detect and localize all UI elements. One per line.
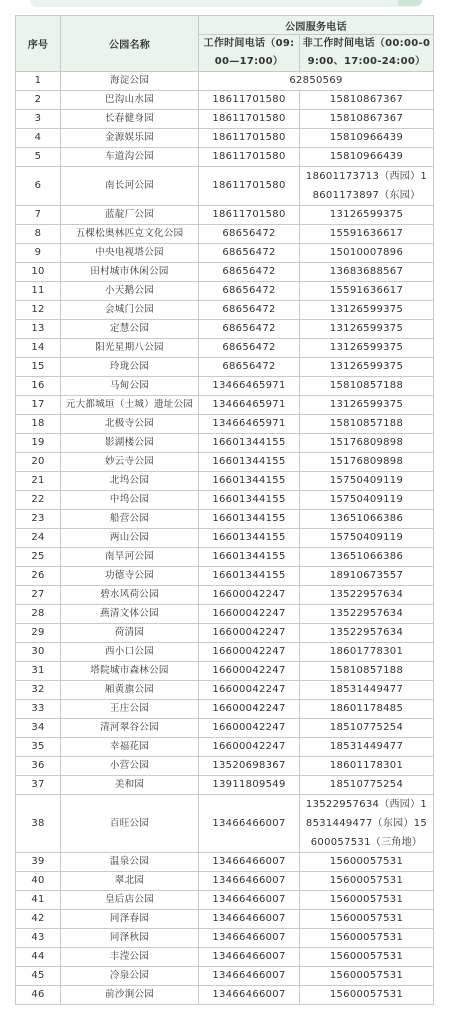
table-row — [16, 795, 434, 853]
table-row — [16, 986, 434, 1005]
cell-service-phone: 62850569 — [199, 72, 434, 91]
cell-work-phone: 13466466007 — [199, 853, 300, 872]
cell-work-phone: 68656472 — [199, 339, 300, 358]
cell-work-phone: 13466465971 — [199, 396, 300, 415]
cell-no: 43 — [16, 929, 61, 948]
table-row — [16, 129, 434, 148]
cell-no: 26 — [16, 567, 61, 586]
cell-park-name: 功德寺公园 — [61, 567, 199, 586]
cell-no: 7 — [16, 206, 61, 225]
cell-work-phone: 16601344155 — [199, 548, 300, 567]
cell-park-name: 车道沟公园 — [61, 148, 199, 167]
cell-off-phone: 13126599375 — [300, 206, 434, 225]
cell-no: 18 — [16, 415, 61, 434]
top-decoration-bar — [30, 0, 422, 7]
cell-park-name: 南长河公园 — [61, 167, 199, 206]
cell-off-phone: 18601173713（西园）18601173897（东园） — [300, 167, 434, 206]
cell-no: 2 — [16, 91, 61, 110]
cell-work-phone: 16600042247 — [199, 662, 300, 681]
cell-park-name: 前沙涧公园 — [61, 986, 199, 1005]
cell-work-phone: 13466466007 — [199, 910, 300, 929]
cell-park-name: 小营公园 — [61, 757, 199, 776]
cell-no: 1 — [16, 72, 61, 91]
cell-work-phone: 16600042247 — [199, 624, 300, 643]
table-body — [16, 72, 434, 1005]
cell-work-phone: 16601344155 — [199, 510, 300, 529]
cell-off-phone: 15600057531 — [300, 853, 434, 872]
cell-park-name: 王庄公园 — [61, 700, 199, 719]
cell-park-name: 塔院城市森林公园 — [61, 662, 199, 681]
table-row — [16, 282, 434, 301]
cell-work-phone: 13466466007 — [199, 929, 300, 948]
cell-off-phone: 15810867367 — [300, 91, 434, 110]
cell-off-phone: 13126599375 — [300, 358, 434, 377]
cell-no: 14 — [16, 339, 61, 358]
cell-work-phone: 68656472 — [199, 358, 300, 377]
cell-park-name: 蓝靛厂公园 — [61, 206, 199, 225]
table-row — [16, 929, 434, 948]
cell-work-phone: 16600042247 — [199, 586, 300, 605]
header-work-hours-phone: 工作时间电话（09:00—17:00） — [199, 35, 300, 72]
table-row — [16, 110, 434, 129]
cell-park-name: 幸福花园 — [61, 738, 199, 757]
table-row — [16, 681, 434, 700]
cell-park-name: 巴沟山水园 — [61, 91, 199, 110]
cell-park-name: 阳光星期八公园 — [61, 339, 199, 358]
cell-park-name: 西小口公园 — [61, 643, 199, 662]
table-row — [16, 586, 434, 605]
cell-no: 13 — [16, 320, 61, 339]
cell-park-name: 玲珑公园 — [61, 358, 199, 377]
cell-work-phone: 16601344155 — [199, 529, 300, 548]
cell-no: 35 — [16, 738, 61, 757]
table-row — [16, 167, 434, 206]
cell-park-name: 田村城市休闲公园 — [61, 263, 199, 282]
cell-off-phone: 15600057531 — [300, 967, 434, 986]
cell-park-name: 美和园 — [61, 776, 199, 795]
cell-no: 20 — [16, 453, 61, 472]
cell-work-phone: 18611701580 — [199, 148, 300, 167]
cell-off-phone: 15600057531 — [300, 929, 434, 948]
cell-no: 39 — [16, 853, 61, 872]
cell-no: 25 — [16, 548, 61, 567]
table-row — [16, 548, 434, 567]
header-no: 序号 — [16, 16, 61, 72]
cell-no: 4 — [16, 129, 61, 148]
cell-park-name: 皇后店公园 — [61, 891, 199, 910]
cell-work-phone: 68656472 — [199, 320, 300, 339]
table-row — [16, 206, 434, 225]
cell-no: 10 — [16, 263, 61, 282]
cell-no: 6 — [16, 167, 61, 206]
top-decoration-accent — [398, 0, 422, 6]
cell-park-name: 南旱河公园 — [61, 548, 199, 567]
cell-park-name: 影湖楼公园 — [61, 434, 199, 453]
cell-work-phone: 13466466007 — [199, 795, 300, 853]
cell-off-phone: 15600057531 — [300, 948, 434, 967]
table-header — [16, 16, 434, 72]
cell-off-phone: 13126599375 — [300, 339, 434, 358]
cell-work-phone: 68656472 — [199, 282, 300, 301]
cell-park-name: 北极寺公园 — [61, 415, 199, 434]
table-row — [16, 320, 434, 339]
cell-work-phone: 13466466007 — [199, 967, 300, 986]
cell-park-name: 金源娱乐园 — [61, 129, 199, 148]
table-row — [16, 263, 434, 282]
cell-no: 27 — [16, 586, 61, 605]
cell-work-phone: 18611701580 — [199, 206, 300, 225]
table-row — [16, 91, 434, 110]
table-row — [16, 358, 434, 377]
cell-work-phone: 16601344155 — [199, 567, 300, 586]
cell-work-phone: 16601344155 — [199, 434, 300, 453]
cell-park-name: 小天鹅公园 — [61, 282, 199, 301]
table-row — [16, 529, 434, 548]
table-row — [16, 643, 434, 662]
cell-work-phone: 16600042247 — [199, 700, 300, 719]
table-row — [16, 225, 434, 244]
cell-off-phone: 15750409119 — [300, 529, 434, 548]
table-row — [16, 491, 434, 510]
cell-off-phone: 15591636617 — [300, 225, 434, 244]
cell-off-phone: 13522957634 — [300, 605, 434, 624]
table-row — [16, 396, 434, 415]
cell-park-name: 妙云寺公园 — [61, 453, 199, 472]
cell-no: 12 — [16, 301, 61, 320]
cell-park-name: 长春健身园 — [61, 110, 199, 129]
header-park-name: 公园名称 — [61, 16, 199, 72]
cell-park-name: 马甸公园 — [61, 377, 199, 396]
cell-work-phone: 16600042247 — [199, 681, 300, 700]
table-row — [16, 719, 434, 738]
table-row — [16, 567, 434, 586]
table-row — [16, 377, 434, 396]
cell-no: 40 — [16, 872, 61, 891]
table-row — [16, 738, 434, 757]
cell-no: 9 — [16, 244, 61, 263]
cell-work-phone: 18611701580 — [199, 91, 300, 110]
table-row — [16, 853, 434, 872]
table-row — [16, 72, 434, 91]
cell-off-phone: 13651066386 — [300, 510, 434, 529]
header-row-1 — [16, 16, 434, 35]
cell-no: 33 — [16, 700, 61, 719]
cell-park-name: 五棵松奥林匹克文化公园 — [61, 225, 199, 244]
cell-off-phone: 15600057531 — [300, 986, 434, 1005]
cell-park-name: 温泉公园 — [61, 853, 199, 872]
cell-park-name: 清河翠谷公园 — [61, 719, 199, 738]
cell-no: 42 — [16, 910, 61, 929]
cell-no: 15 — [16, 358, 61, 377]
cell-off-phone: 18531449477 — [300, 738, 434, 757]
cell-off-phone: 18510775254 — [300, 776, 434, 795]
cell-no: 41 — [16, 891, 61, 910]
table-row — [16, 624, 434, 643]
cell-park-name: 元大都城垣（土城）遗址公园 — [61, 396, 199, 415]
table-row — [16, 148, 434, 167]
table-row — [16, 757, 434, 776]
cell-off-phone: 15810867367 — [300, 110, 434, 129]
cell-no: 24 — [16, 529, 61, 548]
cell-work-phone: 13466466007 — [199, 891, 300, 910]
cell-off-phone: 18601178301 — [300, 757, 434, 776]
cell-work-phone: 16601344155 — [199, 491, 300, 510]
cell-no: 34 — [16, 719, 61, 738]
cell-park-name: 厢黄旗公园 — [61, 681, 199, 700]
cell-off-phone: 15750409119 — [300, 472, 434, 491]
cell-off-phone: 15010007896 — [300, 244, 434, 263]
table-row — [16, 244, 434, 263]
table-row — [16, 700, 434, 719]
table-row — [16, 453, 434, 472]
cell-park-name: 荷清园 — [61, 624, 199, 643]
cell-work-phone: 16600042247 — [199, 738, 300, 757]
cell-work-phone: 13466466007 — [199, 872, 300, 891]
cell-off-phone: 15810857188 — [300, 377, 434, 396]
cell-off-phone: 15176809898 — [300, 434, 434, 453]
cell-no: 22 — [16, 491, 61, 510]
cell-off-phone: 15750409119 — [300, 491, 434, 510]
cell-off-phone: 15176809898 — [300, 453, 434, 472]
cell-off-phone: 15810857188 — [300, 415, 434, 434]
cell-park-name: 同泽春园 — [61, 910, 199, 929]
cell-no: 37 — [16, 776, 61, 795]
cell-no: 19 — [16, 434, 61, 453]
table-row — [16, 948, 434, 967]
cell-off-phone: 13651066386 — [300, 548, 434, 567]
cell-off-phone: 13683688567 — [300, 263, 434, 282]
cell-work-phone: 16600042247 — [199, 719, 300, 738]
cell-work-phone: 13520698367 — [199, 757, 300, 776]
cell-park-name: 船营公园 — [61, 510, 199, 529]
cell-no: 45 — [16, 967, 61, 986]
cell-work-phone: 13466465971 — [199, 415, 300, 434]
cell-park-name: 冷泉公园 — [61, 967, 199, 986]
cell-park-name: 会城门公园 — [61, 301, 199, 320]
cell-park-name: 中坞公园 — [61, 491, 199, 510]
cell-no: 28 — [16, 605, 61, 624]
park-phone-table — [15, 15, 434, 1005]
cell-work-phone: 68656472 — [199, 263, 300, 282]
cell-no: 21 — [16, 472, 61, 491]
cell-off-phone: 18601778301 — [300, 643, 434, 662]
cell-off-phone: 15810966439 — [300, 148, 434, 167]
cell-off-phone: 18601178485 — [300, 700, 434, 719]
cell-off-phone: 13522957634 — [300, 624, 434, 643]
cell-off-phone: 13126599375 — [300, 301, 434, 320]
cell-no: 17 — [16, 396, 61, 415]
table-row — [16, 339, 434, 358]
cell-off-phone: 18510775254 — [300, 719, 434, 738]
cell-work-phone: 18611701580 — [199, 129, 300, 148]
cell-work-phone: 13466466007 — [199, 986, 300, 1005]
cell-off-phone: 15810857188 — [300, 662, 434, 681]
cell-no: 44 — [16, 948, 61, 967]
cell-work-phone: 13466465971 — [199, 377, 300, 396]
cell-no: 29 — [16, 624, 61, 643]
table-row — [16, 605, 434, 624]
cell-park-name: 翠北园 — [61, 872, 199, 891]
cell-work-phone: 18611701580 — [199, 110, 300, 129]
cell-park-name: 丰滢公园 — [61, 948, 199, 967]
table-row — [16, 415, 434, 434]
cell-no: 8 — [16, 225, 61, 244]
cell-off-phone: 13522957634 — [300, 586, 434, 605]
table-row — [16, 872, 434, 891]
cell-off-phone: 13126599375 — [300, 320, 434, 339]
cell-work-phone: 18611701580 — [199, 167, 300, 206]
cell-no: 5 — [16, 148, 61, 167]
table-row — [16, 776, 434, 795]
cell-park-name: 定慧公园 — [61, 320, 199, 339]
cell-work-phone: 68656472 — [199, 301, 300, 320]
cell-work-phone: 16601344155 — [199, 472, 300, 491]
cell-off-phone: 15591636617 — [300, 282, 434, 301]
cell-park-name: 燕清文体公园 — [61, 605, 199, 624]
cell-off-phone: 18910673557 — [300, 567, 434, 586]
cell-work-phone: 13911809549 — [199, 776, 300, 795]
cell-off-phone: 13522957634（西园）18531449477（东园）15600057531（三角地） — [300, 795, 434, 853]
cell-work-phone: 68656472 — [199, 244, 300, 263]
cell-no: 31 — [16, 662, 61, 681]
header-service-phone-group: 公园服务电话 — [199, 16, 434, 35]
cell-no: 46 — [16, 986, 61, 1005]
cell-work-phone: 16600042247 — [199, 605, 300, 624]
cell-no: 30 — [16, 643, 61, 662]
cell-no: 16 — [16, 377, 61, 396]
table-row — [16, 472, 434, 491]
cell-off-phone: 15600057531 — [300, 872, 434, 891]
table-row — [16, 967, 434, 986]
cell-park-name: 北坞公园 — [61, 472, 199, 491]
cell-park-name: 百旺公园 — [61, 795, 199, 853]
cell-off-phone: 15810966439 — [300, 129, 434, 148]
cell-work-phone: 16601344155 — [199, 453, 300, 472]
cell-work-phone: 16600042247 — [199, 643, 300, 662]
cell-park-name: 中央电视塔公园 — [61, 244, 199, 263]
cell-no: 3 — [16, 110, 61, 129]
cell-off-phone: 13126599375 — [300, 396, 434, 415]
table-row — [16, 510, 434, 529]
cell-no: 38 — [16, 795, 61, 853]
header-off-hours-phone: 非工作时间电话（00:00-09:00、17:00-24:00） — [300, 35, 434, 72]
cell-no: 23 — [16, 510, 61, 529]
cell-work-phone: 68656472 — [199, 225, 300, 244]
table-row — [16, 434, 434, 453]
cell-off-phone: 18531449477 — [300, 681, 434, 700]
cell-park-name: 同泽秋园 — [61, 929, 199, 948]
cell-park-name: 碧水风荷公园 — [61, 586, 199, 605]
cell-no: 36 — [16, 757, 61, 776]
table-row — [16, 891, 434, 910]
cell-off-phone: 15600057531 — [300, 891, 434, 910]
cell-no: 11 — [16, 282, 61, 301]
table-row — [16, 662, 434, 681]
cell-off-phone: 15600057531 — [300, 910, 434, 929]
cell-park-name: 海淀公园 — [61, 72, 199, 91]
table-row — [16, 910, 434, 929]
table-row — [16, 301, 434, 320]
cell-park-name: 两山公园 — [61, 529, 199, 548]
cell-no: 32 — [16, 681, 61, 700]
cell-work-phone: 13466466007 — [199, 948, 300, 967]
